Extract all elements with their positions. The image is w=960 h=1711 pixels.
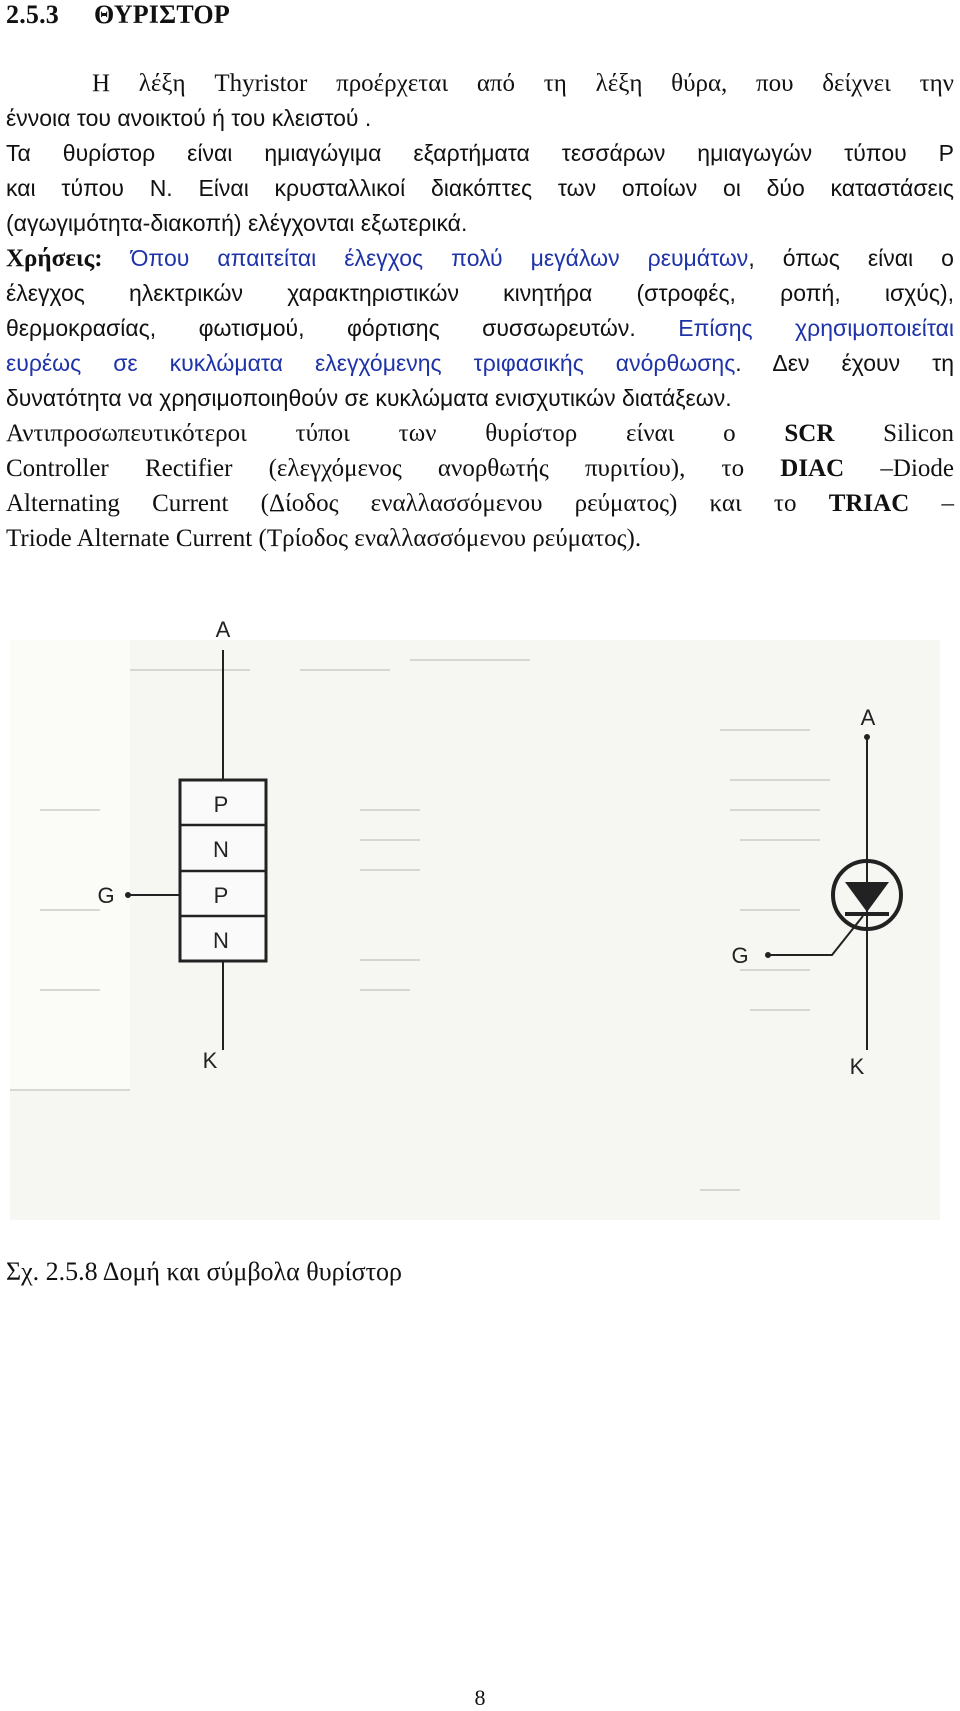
paragraph-line [6,311,954,346]
layer-label-p1: P [213,792,229,817]
cathode-label: K [202,1048,218,1073]
paragraph-line: έννοια του ανοικτού ή του κλειστού . [6,105,372,131]
paragraph-line: έλεγχος ηλεκτρικών χαρακτηριστικών κινητήρα (στροφές, ροπή, ισχύς), [6,280,954,306]
layer-label-n1: N [213,837,229,862]
paragraph-text: Silicon [834,420,954,447]
paragraph-line: Η λέξη Thyristor προέρχεται από τη λέξη θύρα, που δείχνει την [92,70,954,97]
figure-caption: Σχ. 2.5.8 Δομή και σύμβολα θυρίστορ [6,1257,403,1286]
intro-paragraph [6,66,954,136]
paragraph-text: Controller Rectifier (ελεγχόμενος ανορθωτής πυριτίου), το [6,455,781,482]
paragraph-line [6,451,954,486]
symbol-gate-dot [765,952,771,958]
paragraph-line: Τα θυρίστορ είναι ημιαγώγιμα εξαρτήματα τεσσάρων ημιαγωγών τύπου P [6,140,954,166]
figure-svg [0,617,960,1230]
highlighted-text: ευρέως σε κυκλώματα ελεγχόμενης τριφασικής ανόρθωσης [6,350,736,376]
layer-label-n2: N [213,928,229,953]
section-number: 2.5.3 [6,0,59,29]
paragraph-text: θερμοκρασίας, φωτισμού, φόρτισης συσσωρευτών. [6,315,679,341]
paragraph-text: . Δεν έχουν τη [735,350,954,376]
thyristor-figure [0,617,960,1230]
paragraph-line [6,486,954,521]
section-title: ΘΥΡΙΣΤΟΡ [94,0,230,29]
highlighted-text: Επίσης χρησιμοποιείται [678,315,954,341]
symbol-gate-label: G [731,943,749,968]
scan-background [10,640,940,1220]
paragraph-line: Triode Alternate Current (Τρίοδος εναλλασσόμενου ρεύματος). [6,525,642,552]
scan-background-left [10,640,130,1090]
paragraph-text: – [909,490,954,517]
paragraph-text: Alternating Current (Δίοδος εναλλασσόμενου ρεύματος) και το [6,490,829,517]
paragraph-line: (αγωγιμότητα-διακοπή) ελέγχονται εξωτερικά. [6,210,468,236]
paragraph-text: –Diode [844,455,954,482]
gate-label: G [97,883,115,908]
paragraph-line: δυνατότητα να χρησιμοποιηθούν σε κυκλώματα ενισχυτικών διατάξεων. [6,385,732,411]
highlighted-text: Όπου απαιτείται έλεγχος πολύ μεγάλων ρευμάτων [102,245,749,271]
paragraph-text: Αντιπροσωπευτικότεροι τύποι των θυρίστορ είναι ο [6,420,785,447]
types-paragraph [6,416,954,556]
term-triac: TRIAC [828,490,910,517]
paragraph-line [6,416,954,451]
layer-label-p2: P [213,883,229,908]
paragraph-line: και τύπου N. Είναι κρυσταλλικοί διακόπτες των οποίων οι δύο καταστάσεις [6,175,954,201]
uses-label: Χρήσεις: [6,245,103,272]
gate-terminal [125,892,131,898]
definition-paragraph [6,136,954,241]
symbol-anode-dot [864,734,870,740]
paragraph-line [6,241,954,276]
symbol-cathode-label: K [849,1054,865,1079]
paragraph-text: , όπως είναι ο [748,245,954,271]
anode-label: A [215,617,231,642]
symbol-anode-label: A [860,705,876,730]
uses-paragraph [6,241,954,416]
section-heading [6,0,230,30]
term-scr: SCR [784,420,835,447]
paragraph-line [6,346,954,381]
page-number: 8 [474,1685,486,1710]
term-diac: DIAC [780,455,845,482]
